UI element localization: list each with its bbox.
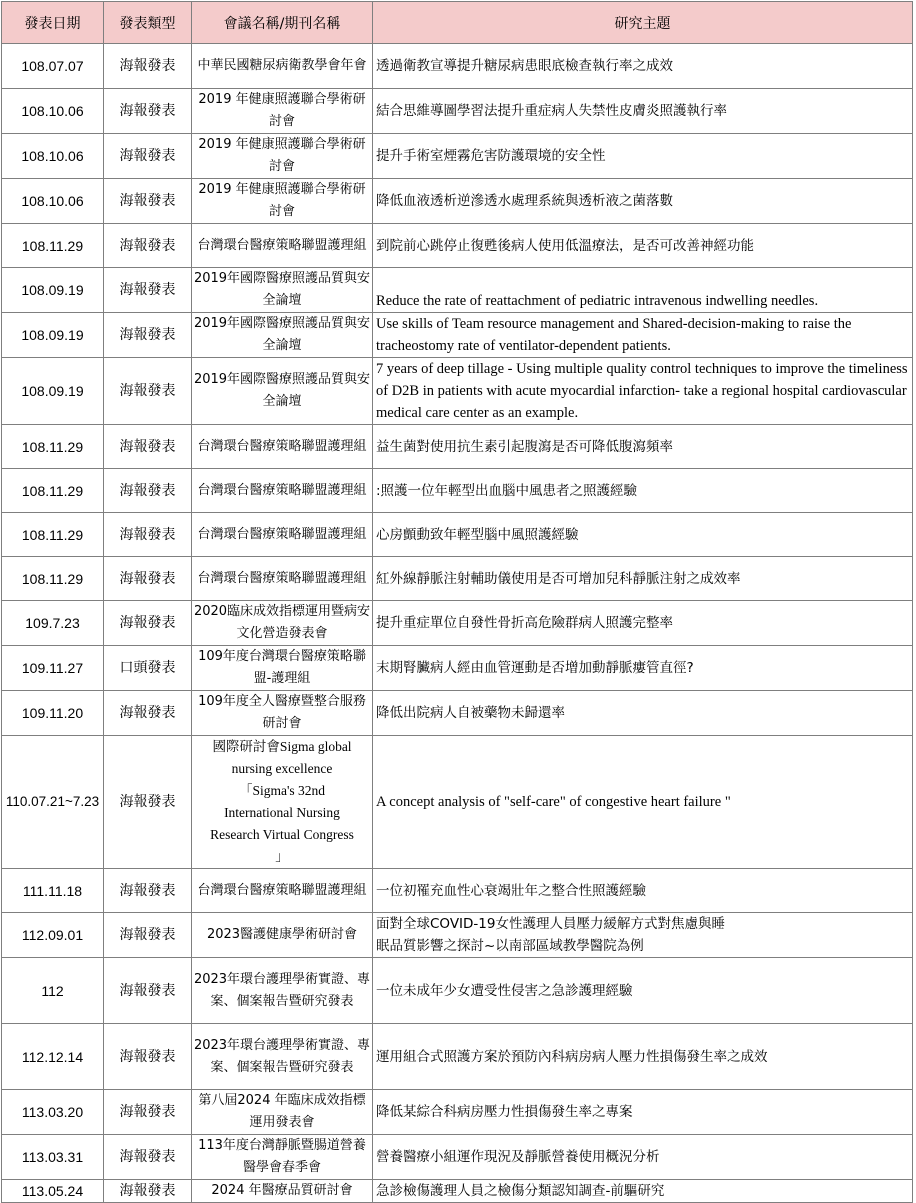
cell-conference: 2019年國際醫療照護品質與安全論壇 [192, 268, 373, 313]
table-row [2, 913, 913, 958]
table-row [2, 134, 913, 179]
cell-date: 109.11.27 [2, 646, 104, 691]
cell-type: 海報發表 [104, 313, 192, 358]
cell-date: 108.10.06 [2, 179, 104, 224]
cell-conference: 2019年國際醫療照護品質與安全論壇 [192, 313, 373, 358]
cell-type: 海報發表 [104, 134, 192, 179]
cell-conference: 2019年國際醫療照護品質與安全論壇 [192, 358, 373, 425]
cell-conference: 2020臨床成效指標運用暨病安文化營造發表會 [192, 601, 373, 646]
table-row [2, 44, 913, 89]
cell-date: 112.12.14 [2, 1024, 104, 1090]
header-topic: 研究主題 [373, 2, 913, 44]
cell-topic: 一位未成年少女遭受性侵害之急診護理經驗 [373, 958, 913, 1024]
cell-conference: 2019 年健康照護聯合學術研討會 [192, 134, 373, 179]
cell-type: 海報發表 [104, 691, 192, 736]
table-row [2, 1135, 913, 1180]
cell-type: 海報發表 [104, 1135, 192, 1180]
cell-date: 108.07.07 [2, 44, 104, 89]
table-row [2, 268, 913, 313]
cell-conference: 台灣環台醫療策略聯盟護理組 [192, 513, 373, 557]
table-header-row [2, 2, 913, 44]
cell-date: 108.11.29 [2, 557, 104, 601]
cell-conference: 台灣環台醫療策略聯盟護理組 [192, 224, 373, 268]
cell-conference: 109年度全人醫療暨整合服務研討會 [192, 691, 373, 736]
cell-type: 海報發表 [104, 425, 192, 469]
cell-type: 海報發表 [104, 268, 192, 313]
cell-date: 109.11.20 [2, 691, 104, 736]
cell-type: 海報發表 [104, 958, 192, 1024]
cell-topic: 一位初罹充血性心衰竭壯年之整合性照護經驗 [373, 869, 913, 913]
cell-date: 108.11.29 [2, 425, 104, 469]
cell-date: 108.11.29 [2, 469, 104, 513]
table-row [2, 958, 913, 1024]
table-row [2, 646, 913, 691]
table-row [2, 358, 913, 425]
cell-type: 海報發表 [104, 1090, 192, 1135]
cell-topic: 面對全球COVID-19女性護理人員壓力緩解方式對焦慮與睡眠品質影響之探討~以南部區域教學醫院為例 [373, 913, 913, 958]
table-row [2, 557, 913, 601]
cell-topic: 運用組合式照護方案於預防內科病房病人壓力性損傷發生率之成效 [373, 1024, 913, 1090]
cell-type: 口頭發表 [104, 646, 192, 691]
cell-date: 110.07.21~7.23 [2, 736, 104, 869]
cell-topic: 降低出院病人自被藥物未歸還率 [373, 691, 913, 736]
cell-topic: 提升重症單位自發性骨折高危險群病人照護完整率 [373, 601, 913, 646]
cell-conference: 台灣環台醫療策略聯盟護理組 [192, 425, 373, 469]
header-type: 發表類型 [104, 2, 192, 44]
table-row [2, 513, 913, 557]
cell-type: 海報發表 [104, 358, 192, 425]
table-row [2, 224, 913, 268]
cell-conference: 2019 年健康照護聯合學術研討會 [192, 89, 373, 134]
cell-conference: 國際研討會Sigma global nursing excellence 「Sigma's 32nd International Nursing Research Virtual Congress 」 [192, 736, 373, 869]
cell-type: 海報發表 [104, 1180, 192, 1203]
cell-conference: 第八屆2024 年臨床成效指標運用發表會 [192, 1090, 373, 1135]
cell-type: 海報發表 [104, 736, 192, 869]
cell-type: 海報發表 [104, 913, 192, 958]
cell-type: 海報發表 [104, 89, 192, 134]
cell-topic: 心房顫動致年輕型腦中風照護經驗 [373, 513, 913, 557]
cell-type: 海報發表 [104, 513, 192, 557]
table-row [2, 869, 913, 913]
cell-date: 113.05.24 [2, 1180, 104, 1203]
cell-date: 108.09.19 [2, 313, 104, 358]
cell-conference: 中華民國糖尿病衛教學會年會 [192, 44, 373, 89]
cell-topic: 急診檢傷護理人員之檢傷分類認知調查-前驅研究 [373, 1180, 913, 1203]
cell-topic: 益生菌對使用抗生素引起腹瀉是否可降低腹瀉頻率 [373, 425, 913, 469]
cell-conference: 2023年環台護理學術實證、專案、個案報告暨研究發表 [192, 1024, 373, 1090]
header-date: 發表日期 [2, 2, 104, 44]
table-row [2, 691, 913, 736]
cell-topic: 紅外線靜脈注射輔助儀使用是否可增加兒科靜脈注射之成效率 [373, 557, 913, 601]
cell-date: 108.09.19 [2, 358, 104, 425]
cell-date: 108.10.06 [2, 89, 104, 134]
cell-topic: Use skills of Team resource management and Shared-decision-making to raise the tracheostomy rate of ventilator-dependent patients. [373, 313, 913, 358]
table-row [2, 179, 913, 224]
table-row [2, 89, 913, 134]
cell-topic: A concept analysis of "self-care" of congestive heart failure " [373, 736, 913, 869]
cell-date: 112 [2, 958, 104, 1024]
cell-topic: 降低血液透析逆滲透水處理系統與透析液之菌落數 [373, 179, 913, 224]
cell-topic: 營養醫療小組運作現況及靜脈營養使用概況分析 [373, 1135, 913, 1180]
table-row [2, 1180, 913, 1203]
cell-type: 海報發表 [104, 179, 192, 224]
cell-date: 113.03.20 [2, 1090, 104, 1135]
cell-type: 海報發表 [104, 1024, 192, 1090]
cell-type: 海報發表 [104, 469, 192, 513]
table-row [2, 736, 913, 869]
cell-type: 海報發表 [104, 557, 192, 601]
cell-date: 109.7.23 [2, 601, 104, 646]
cell-date: 108.09.19 [2, 268, 104, 313]
cell-conference: 2023醫護健康學術研討會 [192, 913, 373, 958]
table-row [2, 425, 913, 469]
table-row [2, 313, 913, 358]
cell-date: 113.03.31 [2, 1135, 104, 1180]
cell-conference: 台灣環台醫療策略聯盟護理組 [192, 469, 373, 513]
cell-topic: :照護一位年輕型出血腦中風患者之照護經驗 [373, 469, 913, 513]
cell-conference: 2024 年醫療品質研討會 [192, 1180, 373, 1203]
cell-topic: 提升手術室煙霧危害防護環境的安全性 [373, 134, 913, 179]
publication-table [1, 1, 913, 1203]
cell-type: 海報發表 [104, 224, 192, 268]
cell-topic: 到院前心跳停止復甦後病人使用低溫療法，是否可改善神經功能 [373, 224, 913, 268]
cell-topic: 結合思維導圖學習法提升重症病人失禁性皮膚炎照護執行率 [373, 89, 913, 134]
cell-date: 108.11.29 [2, 513, 104, 557]
table-row [2, 1090, 913, 1135]
cell-conference: 台灣環台醫療策略聯盟護理組 [192, 557, 373, 601]
cell-date: 108.10.06 [2, 134, 104, 179]
cell-topic: Reduce the rate of reattachment of pediatric intravenous indwelling needles. [373, 268, 913, 313]
table-row [2, 1024, 913, 1090]
cell-type: 海報發表 [104, 601, 192, 646]
cell-conference: 113年度台灣靜脈暨腸道營養醫學會春季會 [192, 1135, 373, 1180]
cell-conference: 2023年環台護理學術實證、專案、個案報告暨研究發表 [192, 958, 373, 1024]
cell-topic: 末期腎臟病人經由血管運動是否增加動靜脈瘻管直徑? [373, 646, 913, 691]
cell-conference: 2019 年健康照護聯合學術研討會 [192, 179, 373, 224]
cell-conference: 109年度台灣環台醫療策略聯盟-護理組 [192, 646, 373, 691]
header-conference: 會議名稱/期刊名稱 [192, 2, 373, 44]
cell-date: 111.11.18 [2, 869, 104, 913]
cell-type: 海報發表 [104, 44, 192, 89]
cell-type: 海報發表 [104, 869, 192, 913]
cell-topic: 7 years of deep tillage - Using multiple quality control techniques to improve the timeliness of D2B in patients with acute myocardial infarction- take a regional hospital cardiovascular medical care center as an example. [373, 358, 913, 425]
cell-date: 108.11.29 [2, 224, 104, 268]
cell-date: 112.09.01 [2, 913, 104, 958]
cell-topic: 降低某綜合科病房壓力性損傷發生率之專案 [373, 1090, 913, 1135]
table-row [2, 601, 913, 646]
cell-topic: 透過衛教宣導提升糖尿病患眼底檢查執行率之成效 [373, 44, 913, 89]
table-row [2, 469, 913, 513]
cell-conference: 台灣環台醫療策略聯盟護理組 [192, 869, 373, 913]
